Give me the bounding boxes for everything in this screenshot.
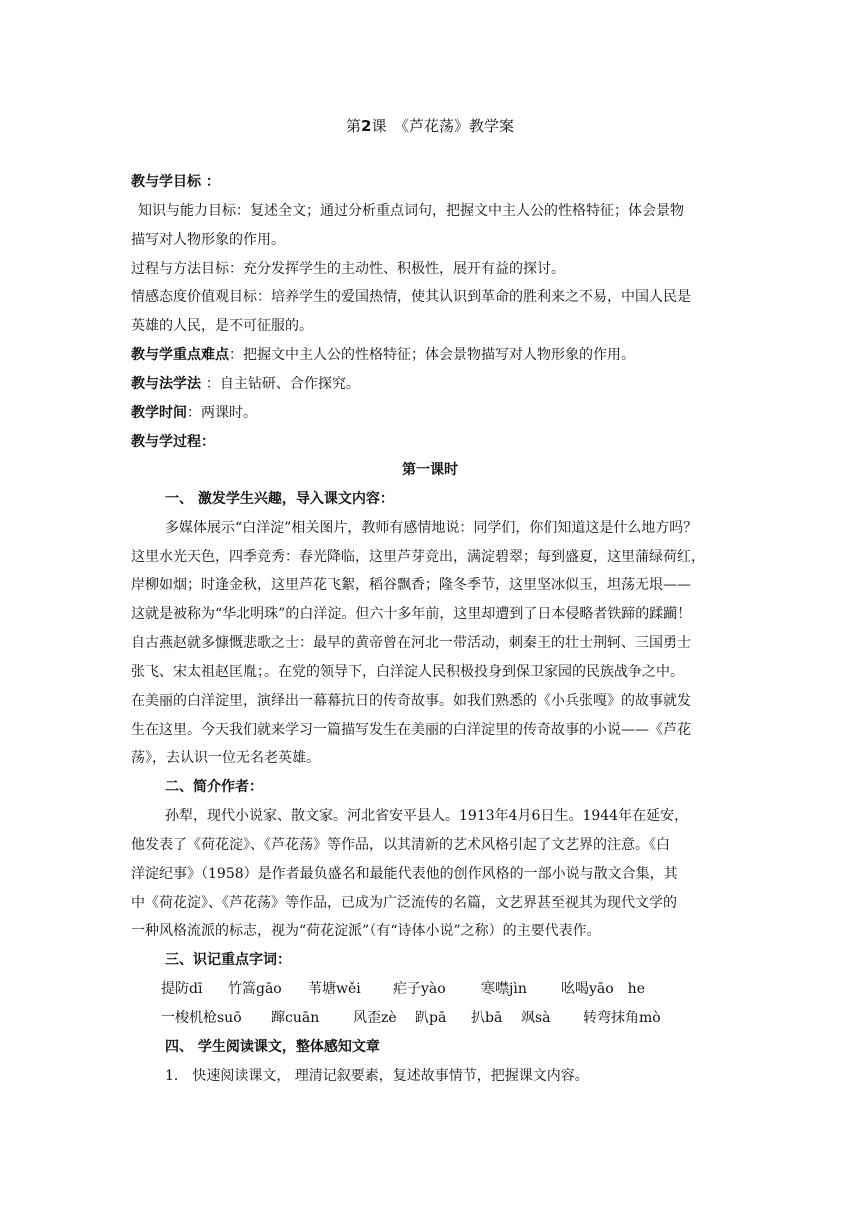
vocab-item: 疟子yào — [393, 981, 446, 997]
vocab-item: 趴pā — [415, 1010, 447, 1026]
vocab-item: 转弯抹角mò — [583, 1010, 661, 1026]
section-1-line: 自古燕赵就多慷慨悲歌之士：最早的黄帝曾在河北一带活动，刺秦王的壮士荆轲、三国勇士 — [131, 635, 691, 651]
section-2-line: 他发表了《荷花淀》、《芦花荡》等作品，以其清新的艺术风格引起了文艺界的注意。《白 — [131, 837, 670, 853]
vocab-item: 飒sà — [521, 1010, 551, 1026]
vocab-item: 提防dī — [161, 981, 203, 997]
vocab-item: 风歪zè — [353, 1010, 397, 1026]
section-4-item-1: 1． 快速阅读课文， 理清记叙要素，复述故事情节，把握课文内容。 — [165, 1068, 589, 1084]
goal-emotion-line-2: 英雄的人民，是不可征服的。 — [131, 318, 313, 334]
page-title: 第2课 《芦花荡》教学案 — [346, 117, 514, 135]
vocab-item: 竹篙gāo — [228, 981, 282, 997]
goal-process: 过程与方法目标：充分发挥学生的主动性、积极性，展开有益的探讨。 — [131, 261, 565, 277]
section-1-heading: 一、 激发学生兴趣，导入课文内容： — [165, 491, 394, 507]
section-1-line: 这里水光天色，四季竞秀：春光降临，这里芦芽竞出，满淀碧翠；每到盛夏，这里蒲绿荷红， — [131, 549, 705, 565]
goal-emotion-line-1: 情感态度价值观目标：培养学生的爱国热情，使其认识到革命的胜利来之不易，中国人民是 — [131, 289, 691, 305]
section-1-line: 岸柳如烟；时逢金秋，这里芦花飞絮，稻谷飘香；隆冬季节，这里坚冰似玉，坦荡无垠—— — [131, 577, 691, 593]
process-heading: 教与学过程： — [131, 434, 215, 450]
section-2-heading: 二、简介作者： — [165, 779, 263, 795]
section-1-line: 张飞、宋太祖赵匡胤；。在党的领导下，白洋淀人民积极投身到保卫家园的民族战争之中。 — [131, 664, 684, 680]
section-1-line: 多媒体展示“白洋淀”相关图片，教师有感情地说：同学们，你们知道这是什么地方吗？ — [165, 520, 698, 536]
goals-heading: 教与学目标 ： — [131, 174, 220, 190]
section-3-heading: 三、识记重点字词： — [165, 952, 291, 968]
vocab-item: 寒噤jìn — [481, 981, 527, 997]
vocab-row-2 — [161, 1008, 661, 1028]
teaching-method: 教与法学法 ：自主钻研、合作探究。 — [131, 376, 360, 392]
section-2-line: 一种风格流派的标志，视为“荷花淀派”（有“诗体小说”之称）的主要代表作。 — [131, 923, 601, 939]
goal-knowledge-line-2: 描写对人物形象的作用。 — [131, 232, 285, 248]
lesson-one-heading: 第一课时 — [402, 462, 458, 478]
vocab-row-1 — [161, 979, 645, 999]
section-2-line: 孙犁，现代小说家、散文家。河北省安平县人。1913年4月6日生。1944年在延安， — [165, 808, 689, 824]
section-2-line: 洋淀纪事》（1958）是作者最负盛名和最能代表他的创作风格的一部小说与散文合集，其 — [131, 866, 678, 882]
vocab-item: 扒bā — [471, 1010, 503, 1026]
vocab-item: 蹿cuān — [271, 1010, 320, 1026]
vocab-item: 吆喝yāo he — [561, 981, 645, 997]
section-1-line: 生在这里。今天我们就来学习一篇描写发生在美丽的白洋淀里的传奇故事的小说——《芦花 — [131, 722, 691, 738]
section-4-heading: 四、 学生阅读课文，整体感知文章 — [165, 1039, 380, 1055]
section-1-line: 在美丽的白洋淀里，演绎出一幕幕抗日的传奇故事。如我们熟悉的《小兵张嘎》的故事就发 — [131, 693, 691, 709]
section-1-line: 荡》，去认识一位无名老英雄。 — [131, 750, 320, 766]
goal-knowledge-line-1: 知识与能力目标：复述全文；通过分析重点词句，把握文中主人公的性格特征；体会景物 — [138, 203, 684, 219]
section-2-line: 中《荷花淀》、《芦花荡》等作品，已成为广泛流传的名篇，文艺界甚至视其为现代文学的 — [131, 895, 677, 911]
vocab-item: 一梭机枪suō — [161, 1010, 242, 1026]
key-points: 教与学重点难点：把握文中主人公的性格特征；体会景物描写对人物形象的作用。 — [131, 347, 635, 363]
section-1-line: 这就是被称为“华北明珠”的白洋淀。但六十多年前，这里却遭到了日本侵略者铁蹄的蹂躏！ — [131, 606, 692, 622]
teaching-time: 教学时间：两课时。 — [131, 405, 257, 421]
vocab-item: 苇塘wěi — [308, 981, 361, 997]
